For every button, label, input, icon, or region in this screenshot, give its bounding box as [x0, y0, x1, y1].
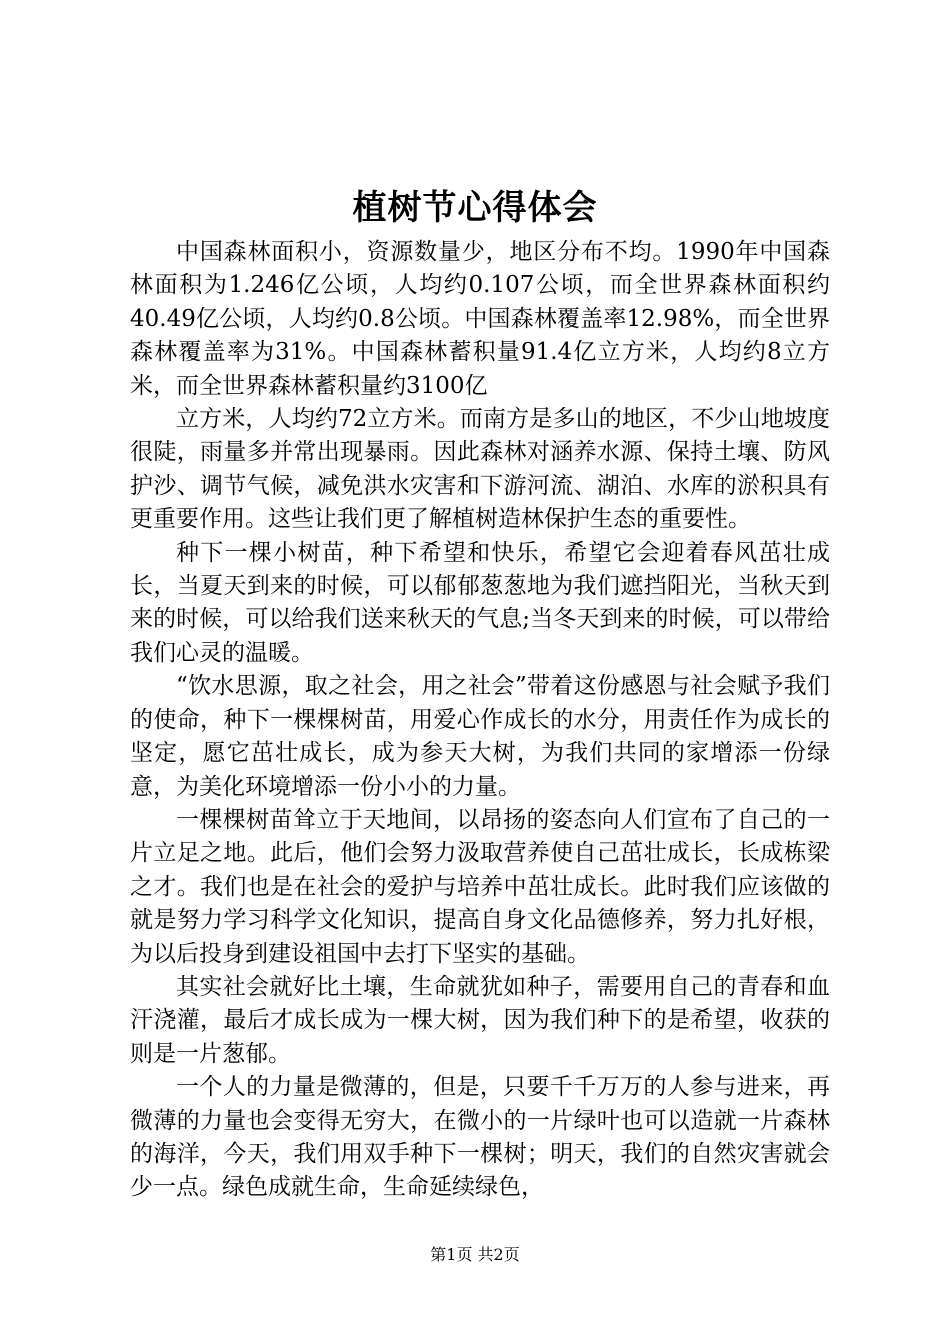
paragraph: 种下一棵小树苗，种下希望和快乐，希望它会迎着春风茁壮成长，当夏天到来的时候，可以郁郁葱葱地为我们遮挡阳光，当秋天到来的时候，可以给我们送来秋天的气息;当冬天到来的时候，可以带给我们心灵的温暖。 [130, 539, 830, 666]
paragraph: 其实社会就好比土壤，生命就犹如种子，需要用自己的青春和血汗浇灌，最后才成长成为一棵大树，因为我们种下的是希望，收获的则是一片葱郁。 [130, 973, 830, 1067]
paragraph: 立方米，人均约72立方米。而南方是多山的地区，不少山地坡度很陡，雨量多并常出现暴雨。因此森林对涵养水源、保持土壤、防风护沙、调节气候，减免洪水灾害和下游河流、湖泊、水库的淤积具有更重要作用。这些让我们更了解植树造林保护生态的重要性。 [130, 406, 830, 533]
paragraph: 一个人的力量是微薄的，但是，只要千千万万的人参与进来，再微薄的力量也会变得无穷大，在微小的一片绿叶也可以造就一片森林的海洋，今天，我们用双手种下一棵树；明天，我们的自然灾害就会少一点。绿色成就生命，生命延续绿色， [130, 1074, 830, 1201]
paragraph: 中国森林面积小，资源数量少，地区分布不均。1990年中国森林面积为1.246亿公顷，人均约0.107公顷，而全世界森林面积约40.49亿公顷，人均约0.8公顷。中国森林覆盖率12.98%，而全世界森林覆盖率为31%。中国森林蓄积量91.4亿立方米，人均约8立方米，而全世界森林蓄积量约3100亿 [130, 239, 830, 399]
paragraph: “饮水思源，取之社会，用之社会”带着这份感恩与社会赋予我们的使命，种下一棵棵树苗，用爱心作成长的水分，用责任作为成长的坚定，愿它茁壮成长，成为参天大树，为我们共同的家增添一份绿意，为美化环境增添一份小小的力量。 [130, 673, 830, 800]
page-footer: 第1页 共2页 [430, 1245, 520, 1264]
document-body [130, 236, 830, 1205]
paragraph: 一棵棵树苗耸立于天地间，以昂扬的姿态向人们宣布了自己的一片立足之地。此后，他们会努力汲取营养使自己茁壮成长，长成栋梁之才。我们也是在社会的爱护与培养中茁壮成长。此时我们应该做的就是努力学习科学文化知识，提高自身文化品德修养，努力扎好根，为以后投身到建设祖国中去打下坚实的基础。 [130, 806, 830, 967]
document-title: 植树节心得体会 [352, 188, 598, 228]
